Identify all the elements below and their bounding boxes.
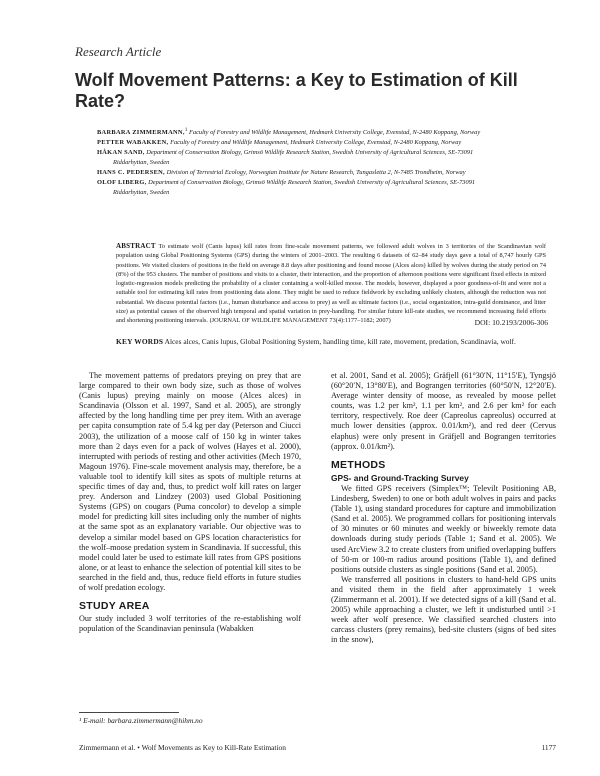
author-affiliation: Division of Terrestrial Ecology, Norwegian Institute for Nature Research, Tungasletta 2, N-7485 Trondheim, Norway (166, 169, 466, 177)
author-name: HÅKAN SAND, (97, 149, 145, 157)
running-footer: Zimmermann et al. • Wolf Movements as Key to Kill-Rate Estimation (79, 743, 286, 752)
author-list (97, 125, 565, 198)
doi: DOI: 10.2193/2006-306 (474, 318, 548, 327)
author-affiliation: Faculty of Forestry and Wildlife Management, Hedmark University College, Evenstad, N-2480 Koppang, Norway (170, 139, 462, 147)
abstract-text: To estimate wolf (Canis lupus) kill rates from fine-scale movement patterns, we followed adult wolves in 3 territories of the Scandinavian wolf population using Global Positioning Systems (GPS) during the winters of 2001–2003. The resulting 6 datasets of 62–84 study days gave a total of 8,747 hourly GPS positions. We visited clusters of positions in the field on average 8.8 days after positioning and found moose (Alces alces) killed by wolves during the study period on 74 (8%) of the 953 clusters. The number of positions and visits to a cluster, their interaction, and the proportion of afternoon positions were significant fixed effects in mixed logistic-regression models predicting the probability of a cluster containing a wolf-killed moose. The models, however, displayed a poor goodness-of-fit and were not a suitable tool for estimating kill rates from positioning data alone. They might be used to reduce fieldwork by excluding unlikely clusters, although the reduction was not substantial. We discuss potential factors (i.e., human disturbance and access to prey) as well as ultimate factors (i.e., social organization, intra-guild dominance, and litter size) as potential causes of the observed high temporal and spatial variation in prey-handling. For similar future kill-rate studies, we recommend increasing field efforts and shortening positioning intervals. (JOURNAL OF WILDLIFE MANAGEMENT 73(4):1177–1182; 2007) (116, 243, 546, 325)
author-affiliation-cont: Riddarhyttan, Sweden (113, 189, 170, 197)
keywords (116, 337, 546, 347)
footnote: ¹ E-mail: barbara.zimmermann@hihm.no (79, 716, 203, 725)
study-area-continued: et al. 2001, Sand et al. 2005); Gräfjell (61°30′N, 11°15′E), Tyngsjö (60°20′N, 13°80′E), and Bograngen territories (60°50′N, 12°20′E). Average winter density of moose, as revealed by moose pellet counts, was 1.2 per km², 1.1 per km², and 2.6 per km² for each territory, respectively. Roe deer (Capreolus capreolus) occurred at much lower densities (approx. 0.01/km²), and red deer (Cervus elaphus) were only present in Gräfjell and Bograngen territories (approx. 0.01/km²). (331, 371, 556, 451)
author-entry (97, 178, 565, 198)
author-entry (97, 148, 565, 168)
subsection-heading: GPS- and Ground-Tracking Survey (331, 472, 469, 483)
author-name: BARBARA ZIMMERMANN, (97, 129, 185, 137)
methods-paragraph-1: We fitted GPS receivers (Simplex™; Televilt Positioning AB, Lindesberg, Sweden) to one or both adult wolves in pairs and packs (Table 1), using standard procedures for capture and immobilization (Sand et al. 2005). We programmed collars for positioning intervals of 30 minutes or 60 minutes and weekly or biweekly remote data downloads during study periods (Table 1; Sand et al. 2005). We used ArcView 3.2 to create clusters from unified overlapping buffers of 50-m or 100-m radius around positions (Table 1), and defined positions outside clusters as single positions (Sand et al. 2005). (331, 483, 556, 574)
footnote-rule (79, 712, 179, 713)
intro-paragraph: The movement patterns of predators preying on prey that are large compared to their own body size, such as those of wolves (Canis lupus) preying mainly on moose (Alces alces) in Scandinavia (Olsson et al. 1997, Sand et al. 2005), are strongly affected by the long handling time per prey item. With an average per capita consumption rate of 5.4 kg per day (Peterson and Ciucci 2003), the utilization of a moose calf of 150 kg in winter takes more than 2 days even for a pack of wolves (Hayes et al. 2000), interrupted with periods of resting and other activities (Mech 1970, Magoun 1976). Fine-scale movement analysis may, therefore, be a valuable tool to identify kill sites as spots of multiple returns at specific times of day and, thus, to predict wolf kill rates on larger prey. Anderson and Lindzey (2003) used Global Positioning Systems (GPS) on cougars (Puma concolor) to develop a simple model for predicting kill sites including only the number of nights at the same spot as an explanatory variable. Our objective was to develop a similar model based on GPS location characteristics for the wolf–moose predation system in Scandinavia. If successful, this model could later be used to estimate kill rates from GPS positions alone, or at least to enhance the selection of potential kill sites to be searched in the field and, thus, reduce field efforts in future studies of wolf predation ecology. (79, 371, 301, 592)
methods-paragraph-2: We transferred all positions in clusters to hand-held GPS units and visited them in the field after approximately 1 week (Zimmermann et al. 2001). If we detected signs of a kill (Sand et al. 2005) while approaching a cluster, we left it undisturbed until >1 week after wolf presence. We classified searched clusters into carcass clusters (prey remains), bed-site clusters (signs of bed sites in the snow), (331, 574, 556, 645)
left-column (79, 371, 301, 634)
study-area-paragraph: Our study included 3 wolf territories of the re-establishing wolf population of the Scandinavian peninsula (Wabakken (79, 614, 301, 634)
author-affiliation: Faculty of Forestry and Wildlife Management, Hedmark University College, Evenstad, N-2480 Koppang, Norway (189, 129, 481, 137)
paper-title: Wolf Movement Patterns: a Key to Estimation of Kill Rate? (75, 70, 518, 111)
right-column (331, 371, 556, 645)
author-affiliation: Department of Conservation Biology, Grimsö Wildlife Research Station, Swedish University of Agricultural Sciences, SE-73091 (148, 179, 476, 187)
author-entry (97, 138, 565, 148)
section-heading-methods: METHODS (331, 458, 386, 471)
keywords-label: KEY WORDS (116, 337, 164, 346)
page-footer (79, 743, 556, 752)
abstract-label: ABSTRACT (116, 242, 156, 250)
author-name: HANS C. PEDERSEN, (97, 169, 165, 177)
section-heading-study-area: STUDY AREA (79, 600, 150, 613)
author-affiliation-cont: Riddarhyttan, Sweden (113, 159, 170, 167)
author-name: PETTER WABAKKEN, (97, 139, 169, 147)
author-affiliation: Department of Conservation Biology, Grimsö Wildlife Research Station, Swedish University of Agricultural Sciences, SE-73091 (146, 149, 474, 157)
author-entry (97, 168, 565, 178)
keywords-text: Alces alces, Canis lupus, Global Positioning System, handling time, kill rate, movement, predation, Scandinavia, wolf. (164, 337, 516, 346)
article-type: Research Article (75, 44, 162, 59)
footnote-marker: 1 (184, 127, 188, 133)
author-name: OLOF LIBERG, (97, 179, 147, 187)
abstract (116, 242, 546, 326)
author-entry (97, 125, 565, 138)
page-number: 1177 (541, 743, 556, 752)
